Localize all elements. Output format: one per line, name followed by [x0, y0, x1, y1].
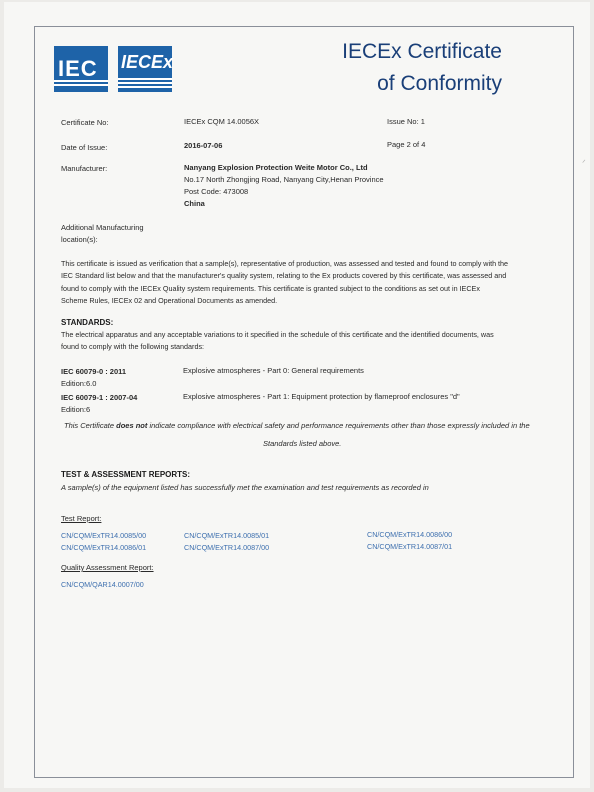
note-text: This Certificate: [64, 421, 117, 430]
date-label: Date of Issue:: [61, 143, 108, 152]
note-text: indicate compliance with electrical safety and performance requirements other than those expressly included in the: [147, 421, 530, 430]
compliance-note-line2: Standards listed above.: [263, 439, 342, 448]
standards-intro: [61, 329, 551, 354]
standard-code: IEC 60079-1 : 2007-04: [61, 393, 138, 402]
qar-link[interactable]: CN/CQM/QAR14.0007/00: [61, 580, 144, 589]
issue-no: Issue No: 1: [387, 117, 425, 126]
test-report-link[interactable]: CN/CQM/ExTR14.0086/01: [61, 543, 147, 552]
paragraph-line: This certificate is issued as verification that a sample(s), representative of production, was assessed and tested and found to comply with the: [61, 259, 509, 268]
standard-description: Explosive atmospheres - Part 0: General requirements: [183, 366, 364, 375]
standard-edition: Edition:6: [61, 405, 91, 414]
test-report-link[interactable]: CN/CQM/ExTR14.0087/00: [184, 543, 270, 552]
paragraph-line: Scheme Rules, IECEx 02 and Operational Documents as amended.: [61, 296, 278, 306]
standard-edition: Edition:6.0: [61, 379, 97, 388]
test-reports-intro: A sample(s) of the equipment listed has successfully met the examination and test requirements as recorded in: [61, 483, 429, 492]
issue-statement: [61, 258, 551, 308]
logo-band: [118, 78, 172, 80]
iecex-logo-text: IECEx: [121, 52, 174, 72]
test-report-link[interactable]: CN/CQM/ExTR14.0085/00: [61, 531, 147, 540]
test-report-link[interactable]: CN/CQM/ExTR14.0085/01: [184, 531, 270, 540]
test-report-label: Test Report:: [61, 514, 102, 523]
manufacturer-address: No.17 North Zhongjing Road, Nanyang City,Henan Province: [184, 175, 384, 184]
test-report-link[interactable]: CN/CQM/ExTR14.0086/00: [367, 530, 453, 539]
margin-mark: ᐟ: [582, 158, 586, 168]
manufacturer-label: Manufacturer:: [61, 164, 108, 173]
logo-band: [118, 86, 172, 88]
post-code: Post Code: 473008: [184, 187, 249, 196]
qar-label: Quality Assessment Report:: [61, 563, 154, 572]
test-reports-heading: TEST & ASSESSMENT REPORTS:: [61, 470, 191, 479]
date-value: 2016-07-06: [184, 141, 223, 150]
manufacturer-name: Nanyang Explosion Protection Weite Motor Co., Ltd: [184, 163, 368, 172]
additional-location-label-line2: location(s):: [61, 235, 98, 244]
standards-heading: STANDARDS:: [61, 318, 114, 327]
compliance-note: [64, 421, 530, 430]
certificate-no-value: IECEx CQM 14.0056X: [184, 117, 260, 126]
country: China: [184, 199, 205, 208]
certificate-title: IECEx Certificate: [342, 40, 502, 63]
iec-logo-text: IEC: [58, 56, 98, 81]
certificate-title-line2: of Conformity: [377, 72, 502, 95]
test-report-link[interactable]: CN/CQM/ExTR14.0087/01: [367, 542, 453, 551]
page-border: [34, 26, 574, 778]
additional-location-label: Additional Manufacturing: [61, 223, 144, 232]
iecex-logo: [118, 46, 172, 92]
logo-band: [118, 82, 172, 84]
standard-code: IEC 60079-0 : 2011: [61, 367, 127, 376]
paragraph-line: found to comply with the following standards:: [61, 342, 205, 352]
iec-logo: [54, 46, 108, 92]
logo-band: [54, 84, 108, 86]
page-number: Page 2 of 4: [387, 140, 426, 149]
certificate-no-label: Certificate No:: [61, 118, 109, 127]
paragraph-line: found to comply with the IECEx Quality system requirements. This certificate is granted subject to the conditions as set out in IECEx: [61, 283, 480, 293]
standard-description: Explosive atmospheres - Part 1: Equipment protection by flameproof enclosures "d": [183, 392, 460, 401]
paragraph-line: IEC Standard list below and that the manufacturer's quality system, relating to the Ex products covered by this certificate, was assessed and: [61, 271, 507, 281]
note-emphasis: does not: [116, 421, 148, 430]
paragraph-line: The electrical apparatus and any acceptable variations to it specified in the schedule of this certificate and the identified documents, was: [61, 330, 494, 339]
